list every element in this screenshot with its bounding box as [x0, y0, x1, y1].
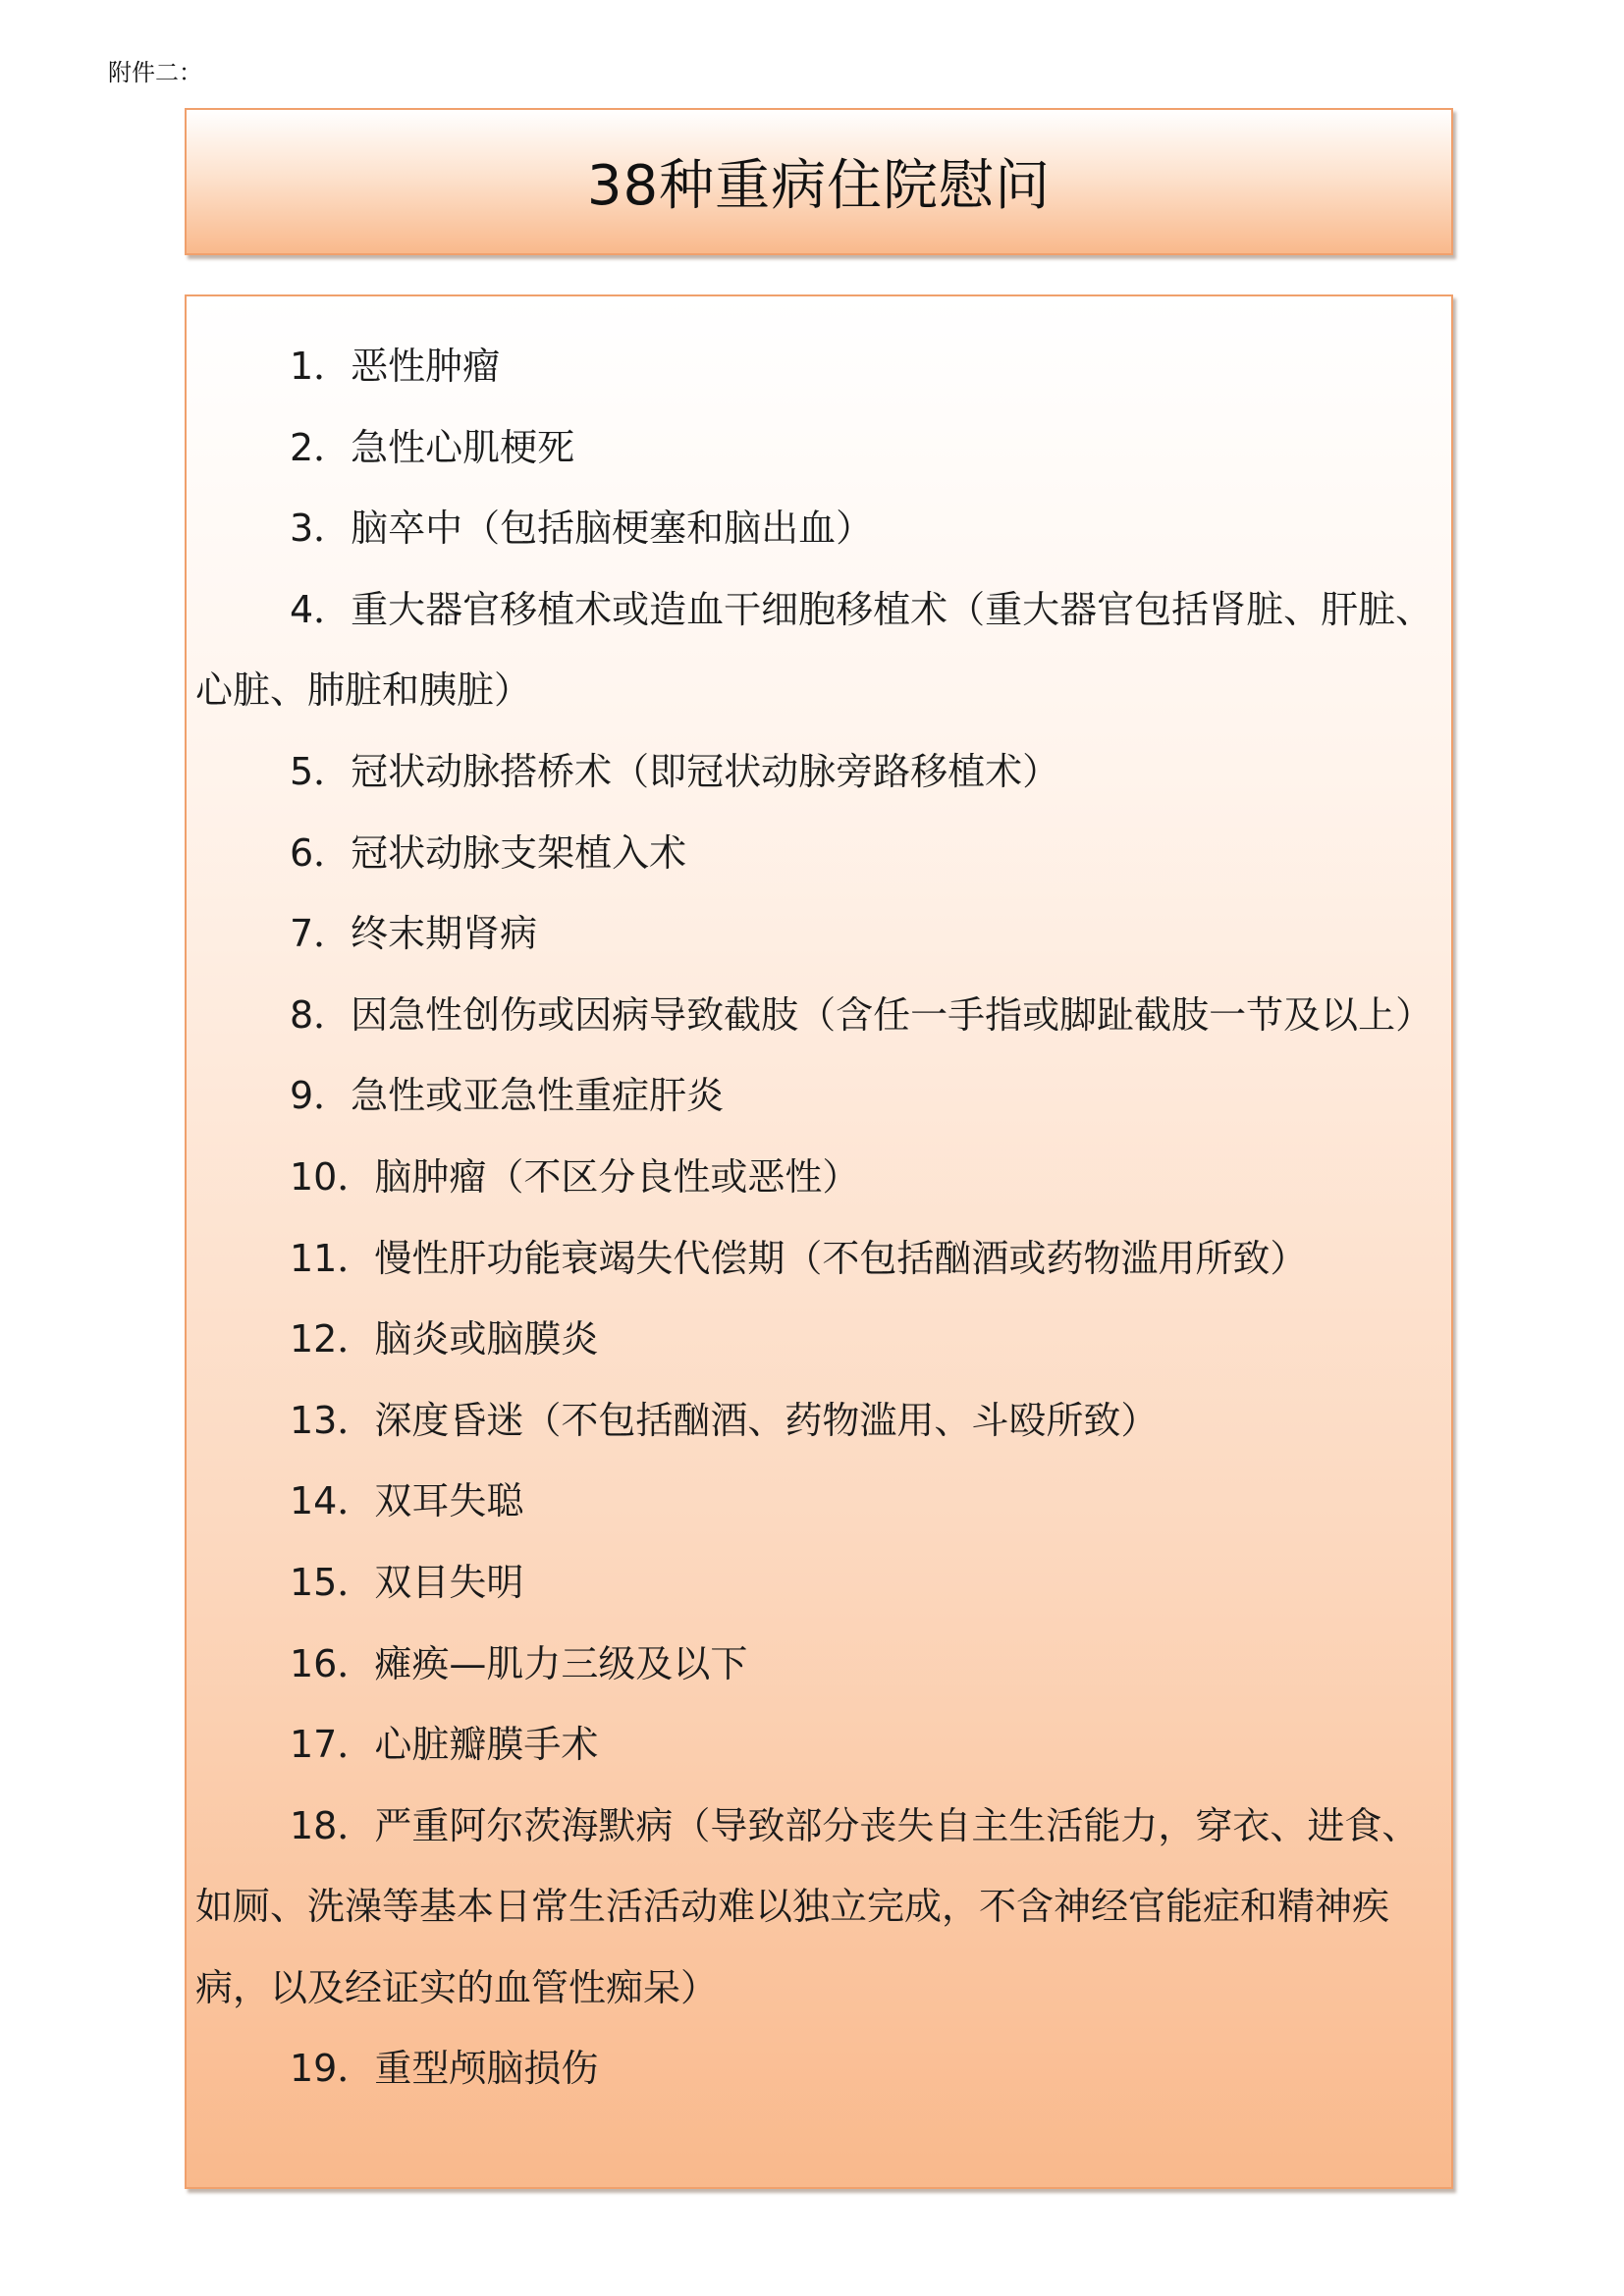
list-item: 5．冠状动脉搭桥术（即冠状动脉旁路移植术） — [290, 749, 1060, 793]
list-item: 6．冠状动脉支架植入术 — [290, 830, 687, 875]
list-item: 19．重型颅脑损伤 — [290, 2047, 599, 2091]
page-title: 38种重病住院慰问 — [586, 154, 1052, 218]
list-item: 11．慢性肝功能衰竭失代偿期（不包括酗酒或药物滥用所致） — [290, 1236, 1308, 1280]
list-item: 7．终末期肾病 — [290, 912, 538, 956]
list-item: 18．严重阿尔茨海默病（导致部分丧失自主生活能力，穿衣、进食、如厕、洗澡等基本日常生活活动难以独立完成，不含神经官能症和精神疾病，以及经证实的血管性痴呆） — [195, 1803, 1420, 2009]
list-item: 9．急性或亚急性重症肝炎 — [290, 1074, 725, 1118]
list-item: 1．恶性肿瘤 — [290, 345, 501, 388]
list-item: 3．脑卒中（包括脑梗塞和脑出血） — [290, 507, 874, 551]
list-item: 2．急性心肌梗死 — [290, 425, 575, 469]
list-item: 4．重大器官移植术或造血干细胞移植术（重大器官包括肾脏、肝脏、心脏、肺脏和胰脏） — [195, 587, 1434, 713]
list-item: 10．脑肿瘤（不区分良性或恶性） — [290, 1154, 860, 1199]
title-banner — [185, 108, 1453, 255]
list-item: 14．双耳失聪 — [290, 1479, 524, 1523]
list-item: 16．瘫痪—肌力三级及以下 — [290, 1641, 748, 1685]
list-item: 17．心脏瓣膜手术 — [290, 1723, 599, 1767]
list-item: 15．双目失明 — [290, 1560, 524, 1604]
attachment-label: 附件二： — [108, 59, 202, 86]
list-item: 8．因急性创伤或因病导致截肢（含任一手指或脚趾截肢一节及以上） — [290, 992, 1434, 1037]
list-item: 12．脑炎或脑膜炎 — [290, 1317, 599, 1362]
list-item: 13．深度昏迷（不包括酗酒、药物滥用、斗殴所致） — [290, 1398, 1159, 1442]
illness-list-box — [185, 294, 1453, 2189]
